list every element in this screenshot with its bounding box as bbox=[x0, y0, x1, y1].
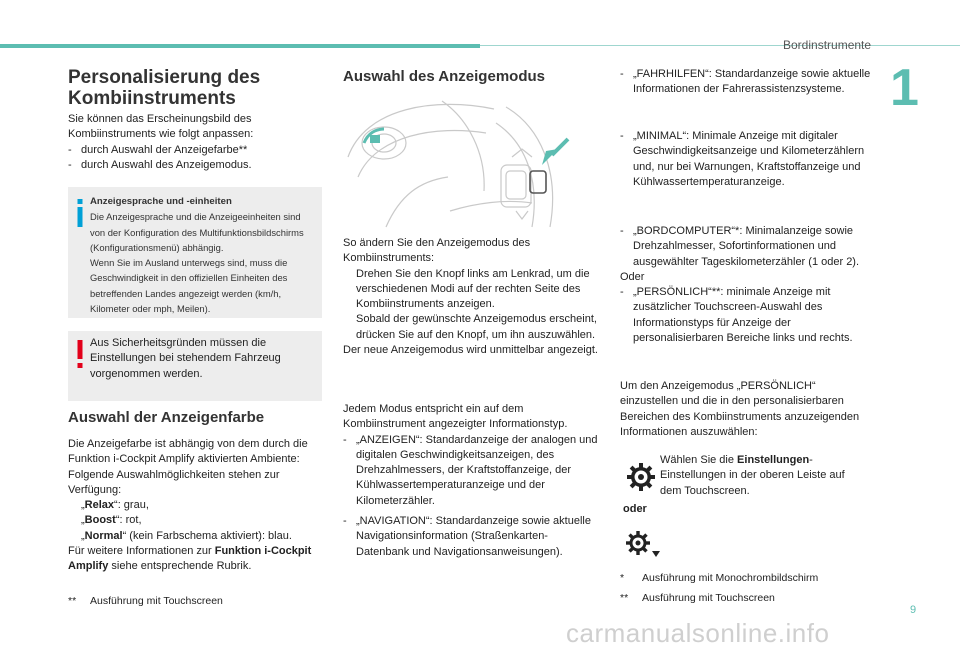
info-icon bbox=[76, 199, 84, 227]
color-option-name: Boost bbox=[84, 514, 116, 527]
color-intro: Die Anzeigefarbe ist abhängig von dem durch die Funktion i-Cockpit Amplify aktivierten Ambiente: Folgende Auswahlmöglichkeiten stehen zur Verfügung: bbox=[68, 438, 308, 496]
dash-marker: - bbox=[620, 68, 624, 80]
dash-marker: - bbox=[68, 143, 72, 156]
list-item: „Boost“: rot, bbox=[68, 513, 324, 528]
arrow-marker bbox=[647, 453, 660, 499]
header-accent-bar bbox=[0, 44, 480, 48]
dash-marker: - bbox=[68, 158, 72, 171]
mode-howto bbox=[343, 236, 599, 358]
intro-block bbox=[68, 112, 320, 173]
chapter-number: 1 bbox=[890, 59, 919, 117]
list-item: - „BORDCOMPUTER“*: Minimalanzeige sowie Drehzahlmesser, Sofortinformationen und ausgewählter Tageskilometerzähler (1 oder 2). bbox=[620, 224, 878, 270]
list-item: - „NAVIGATION“: Standardanzeige sowie aktuelle Navigationsinformation (Straßenkarten-Datenbank und Navigationsanweisungen). bbox=[343, 514, 599, 560]
arrow-marker bbox=[68, 498, 81, 513]
footnote: ** Ausführung mit Touchscreen bbox=[620, 592, 775, 604]
color-section bbox=[68, 437, 324, 575]
dash-marker: - bbox=[620, 130, 624, 142]
warning-text: Aus Sicherheitsgründen müssen die Einstellungen bei stehendem Fahrzeug vorgenommen werden. bbox=[90, 337, 281, 380]
color-section-title: Auswahl der Anzeigenfarbe bbox=[68, 409, 265, 426]
watermark: carmanualsonline.info bbox=[566, 618, 830, 648]
info-title: Anzeigesprache und -einheiten bbox=[90, 196, 232, 207]
list-item: „Relax“: grau, bbox=[68, 498, 324, 513]
page-number: 9 bbox=[910, 604, 917, 616]
page-title-line1: Personalisierung des bbox=[68, 67, 261, 88]
howto-intro: So ändern Sie den Anzeigemodus des Kombiinstruments: bbox=[343, 237, 531, 265]
arrow-marker bbox=[68, 513, 81, 528]
mode-list bbox=[343, 402, 599, 509]
or-text: Oder bbox=[620, 270, 645, 283]
info-text-1: Die Anzeigesprache und die Anzeigeeinheiten sind von der Konfiguration des Multifunktionsbildschirms (Konfigurationsmenü) abhängig. bbox=[90, 211, 304, 253]
mode-section-title: Auswahl des Anzeigemodus bbox=[343, 68, 545, 85]
color-option-name: Normal bbox=[84, 529, 123, 542]
settings-step bbox=[647, 453, 869, 499]
info-box bbox=[68, 187, 322, 318]
list-item: - „FAHRHILFEN“: Standardanzeige sowie aktuelle Informationen der Fahrerassistenzsysteme. bbox=[620, 67, 878, 98]
dash-marker: - bbox=[620, 286, 624, 299]
page-title-line2: Kombiinstruments bbox=[68, 88, 236, 109]
or-label: oder bbox=[623, 503, 647, 515]
settings-label: Einstellungen bbox=[737, 454, 810, 466]
arrow-marker bbox=[343, 267, 356, 313]
more-info-text: Für weitere Informationen zur Funktion i-Cockpit Amplify siehe entsprechende Rubrik. bbox=[68, 545, 312, 573]
howto-result: Der neue Anzeigemodus wird unmittelbar angezeigt. bbox=[343, 344, 598, 357]
info-content bbox=[90, 193, 318, 316]
mode-item bbox=[620, 224, 878, 346]
footnote: * Ausführung mit Monochrombildschirm bbox=[620, 572, 819, 584]
page-title bbox=[68, 67, 260, 109]
arrow-marker bbox=[68, 529, 81, 544]
section-title: Bordinstrumente bbox=[783, 38, 872, 52]
list-item: Drehen Sie den Knopf links am Lenkrad, um die verschiedenen Modi auf der rechten Seite des Kombiinstruments anzeigen. bbox=[343, 267, 599, 313]
more-info-link: Funktion i-Cockpit Amplify bbox=[68, 545, 312, 573]
list-item: - „ANZEIGEN“: Standardanzeige der analogen und digitalen Geschwindigkeitsanzeigen, des Drehzahlmessers, der Kraftstoffanzeige, der Kühlwassertemperaturanzeige und der Kilometerzähler. bbox=[343, 433, 599, 509]
warning-icon bbox=[76, 340, 84, 368]
info-text-2: Wenn Sie im Ausland unterwegs sind, muss die Geschwindigkeit in den offiziellen Einheiten des betreffenden Landes angezeigt werden (km/h, Kilometer oder mph, Meilen). bbox=[90, 257, 288, 315]
list-item: - durch Auswahl des Anzeigemodus. bbox=[68, 158, 320, 173]
settings-gear-dropdown-icon bbox=[624, 529, 664, 561]
header-rule bbox=[480, 45, 960, 46]
dash-marker: - bbox=[620, 225, 624, 237]
steering-wheel-illustration bbox=[346, 99, 574, 230]
mode-list-2 bbox=[343, 514, 599, 560]
mode-item bbox=[620, 129, 878, 190]
list-item: - durch Auswahl der Anzeigefarbe** bbox=[68, 143, 320, 158]
dash-marker: - bbox=[343, 433, 347, 446]
personal-intro: Um den Anzeigemodus „PERSÖNLICH“ einzustellen und die in den personalisierbaren Bereichen des Kombiinstruments anzuzeigenden Informationen auszuwählen: bbox=[620, 380, 860, 438]
modes-intro: Jedem Modus entspricht ein auf dem Kombiinstrument angezeigter Informationstyp. bbox=[343, 403, 568, 431]
list-item: - „MINIMAL“: Minimale Anzeige mit digitaler Geschwindigkeitsanzeige und Kilometerzählern und, nur bei Warnungen, Kraftstoffanzeige und Kühlwassertemperaturanzeige. bbox=[620, 129, 878, 190]
intro-text: Sie können das Erscheinungsbild des Kombiinstruments wie folgt anpassen: bbox=[68, 113, 254, 141]
list-item: Wählen Sie die Einstellungen-Einstellungen in der oberen Leiste auf dem Touchscreen. bbox=[647, 453, 869, 499]
arrow-marker bbox=[343, 312, 356, 343]
list-item: - „PERSÖNLICH“**: minimale Anzeige mit zusätzlicher Touchscreen-Auswahl des Informationstyps für Anzeige der personalisierbaren Bereiche links und rechts. bbox=[620, 285, 878, 346]
list-item: „Normal“ (kein Farbschema aktiviert): blau. bbox=[68, 529, 324, 544]
dash-marker: - bbox=[343, 515, 347, 527]
list-item: Sobald der gewünschte Anzeigemodus erscheint, drücken Sie auf den Knopf, um ihn auszuwählen. bbox=[343, 312, 599, 343]
warning-box bbox=[68, 331, 322, 401]
footnote: ** Ausführung mit Touchscreen bbox=[68, 595, 223, 607]
color-option-name: Relax bbox=[84, 499, 115, 512]
mode-item bbox=[620, 67, 878, 98]
